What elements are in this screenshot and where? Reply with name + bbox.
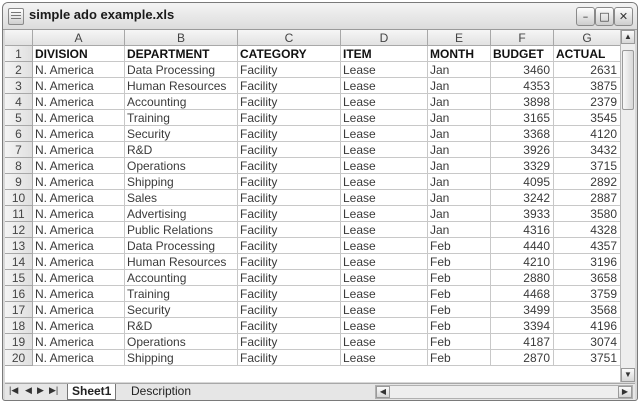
cell-actual[interactable]: 4328: [554, 222, 621, 238]
cell-division[interactable]: N. America: [33, 206, 125, 222]
cell-category[interactable]: Facility: [238, 302, 341, 318]
title-bar[interactable]: [3, 3, 637, 30]
cell-division[interactable]: N. America: [33, 94, 125, 110]
cell-department[interactable]: Data Processing: [125, 62, 238, 78]
cell-category[interactable]: Facility: [238, 270, 341, 286]
cell-budget[interactable]: 4353: [491, 78, 554, 94]
cell-actual[interactable]: 2631: [554, 62, 621, 78]
cell-actual[interactable]: 4120: [554, 126, 621, 142]
cell-actual[interactable]: 3432: [554, 142, 621, 158]
cell-category[interactable]: Facility: [238, 318, 341, 334]
cell-department[interactable]: Sales: [125, 190, 238, 206]
table-row: [5, 78, 621, 94]
row-header[interactable]: 7: [5, 142, 33, 158]
column-header-c[interactable]: C: [238, 30, 341, 46]
cell-month[interactable]: Jan: [428, 190, 491, 206]
cell-budget[interactable]: 3499: [491, 302, 554, 318]
cell-category[interactable]: Facility: [238, 78, 341, 94]
table-row: [5, 174, 621, 190]
cell-department[interactable]: Shipping: [125, 350, 238, 366]
table-row: [5, 302, 621, 318]
cell-actual[interactable]: 3875: [554, 78, 621, 94]
cell-category[interactable]: Facility: [238, 238, 341, 254]
cell-division[interactable]: N. America: [33, 350, 125, 366]
table-row: [5, 206, 621, 222]
cell-item[interactable]: Lease: [341, 254, 428, 270]
cell-actual[interactable]: 3196: [554, 254, 621, 270]
cell-actual[interactable]: 2892: [554, 174, 621, 190]
table-row: [5, 62, 621, 78]
cell-budget[interactable]: 3165: [491, 110, 554, 126]
table-row: [5, 142, 621, 158]
vertical-scroll-thumb[interactable]: [622, 50, 634, 110]
cell-item[interactable]: Lease: [341, 142, 428, 158]
cell-division[interactable]: N. America: [33, 126, 125, 142]
column-header-a[interactable]: A: [33, 30, 125, 46]
cell-month[interactable]: Jan: [428, 174, 491, 190]
cell-budget[interactable]: 4440: [491, 238, 554, 254]
cell-month[interactable]: Feb: [428, 302, 491, 318]
cell-actual[interactable]: 3074: [554, 334, 621, 350]
table-row: [5, 94, 621, 110]
tab-sheet1[interactable]: Sheet1: [67, 384, 116, 400]
cell-item[interactable]: Lease: [341, 318, 428, 334]
cell-department[interactable]: Security: [125, 126, 238, 142]
table-row: [5, 158, 621, 174]
row-header[interactable]: 8: [5, 158, 33, 174]
row-header[interactable]: 17: [5, 302, 33, 318]
cell-department[interactable]: R&D: [125, 318, 238, 334]
table-row: [5, 254, 621, 270]
cell-item[interactable]: Lease: [341, 238, 428, 254]
cell-item[interactable]: Lease: [341, 206, 428, 222]
cell-item[interactable]: Lease: [341, 222, 428, 238]
cell-actual[interactable]: 4196: [554, 318, 621, 334]
cell-department[interactable]: Security: [125, 302, 238, 318]
cell-month[interactable]: Feb: [428, 350, 491, 366]
cell-department-header[interactable]: DEPARTMENT: [125, 46, 238, 62]
column-header-d[interactable]: D: [341, 30, 428, 46]
row-header[interactable]: 1: [5, 46, 33, 62]
cell-item[interactable]: Lease: [341, 158, 428, 174]
row-header[interactable]: 11: [5, 206, 33, 222]
cell-month[interactable]: Feb: [428, 238, 491, 254]
table-row: [5, 238, 621, 254]
cell-actual[interactable]: 4357: [554, 238, 621, 254]
cell-budget[interactable]: 3368: [491, 126, 554, 142]
table-row: [5, 286, 621, 302]
cell-category[interactable]: Facility: [238, 110, 341, 126]
cell-actual[interactable]: 3759: [554, 286, 621, 302]
row-header[interactable]: 9: [5, 174, 33, 190]
select-all-corner[interactable]: [5, 30, 33, 46]
cell-item[interactable]: Lease: [341, 94, 428, 110]
cell-division[interactable]: N. America: [33, 302, 125, 318]
cell-month[interactable]: Jan: [428, 222, 491, 238]
cell-budget[interactable]: 2880: [491, 270, 554, 286]
prev-sheet-icon[interactable]: ◀: [25, 385, 32, 395]
cell-actual[interactable]: 2887: [554, 190, 621, 206]
cell-department[interactable]: Advertising: [125, 206, 238, 222]
cell-budget[interactable]: 4210: [491, 254, 554, 270]
row-header[interactable]: 3: [5, 78, 33, 94]
scroll-left-arrow-icon[interactable]: ◀: [376, 386, 390, 398]
cell-department[interactable]: Human Resources: [125, 78, 238, 94]
scroll-up-arrow-icon[interactable]: ▲: [621, 30, 635, 44]
row-header[interactable]: 20: [5, 350, 33, 366]
cell-actual-header[interactable]: ACTUAL: [554, 46, 621, 62]
table-row: [5, 110, 621, 126]
sheet-tab-bar: [5, 383, 635, 400]
cell-actual[interactable]: 2379: [554, 94, 621, 110]
row-header[interactable]: 10: [5, 190, 33, 206]
table-row: [5, 126, 621, 142]
cell-item[interactable]: Lease: [341, 350, 428, 366]
row-header[interactable]: 12: [5, 222, 33, 238]
cell-item[interactable]: Lease: [341, 110, 428, 126]
cell-actual[interactable]: 3715: [554, 158, 621, 174]
cell-item[interactable]: Lease: [341, 190, 428, 206]
cell-category[interactable]: Facility: [238, 254, 341, 270]
next-sheet-icon[interactable]: ▶: [37, 385, 44, 395]
cell-budget[interactable]: 4468: [491, 286, 554, 302]
cell-category[interactable]: Facility: [238, 222, 341, 238]
cell-category[interactable]: Facility: [238, 94, 341, 110]
cell-month[interactable]: Jan: [428, 158, 491, 174]
cell-item-header[interactable]: ITEM: [341, 46, 428, 62]
cell-division[interactable]: N. America: [33, 254, 125, 270]
cell-department[interactable]: Data Processing: [125, 238, 238, 254]
cell-division[interactable]: N. America: [33, 110, 125, 126]
cell-item[interactable]: Lease: [341, 62, 428, 78]
cell-item[interactable]: Lease: [341, 78, 428, 94]
row-header[interactable]: 19: [5, 334, 33, 350]
cell-division-header[interactable]: DIVISION: [33, 46, 125, 62]
table-row: [5, 318, 621, 334]
cell-category[interactable]: Facility: [238, 190, 341, 206]
cell-budget[interactable]: 3933: [491, 206, 554, 222]
row-header[interactable]: 15: [5, 270, 33, 286]
tab-description[interactable]: Description: [131, 384, 192, 398]
cell-department[interactable]: Accounting: [125, 94, 238, 110]
cell-department[interactable]: R&D: [125, 142, 238, 158]
scroll-right-arrow-icon[interactable]: ▶: [618, 386, 632, 398]
cell-category[interactable]: Facility: [238, 174, 341, 190]
cell-category[interactable]: Facility: [238, 206, 341, 222]
cell-category[interactable]: Facility: [238, 142, 341, 158]
row-header[interactable]: 4: [5, 94, 33, 110]
cell-item[interactable]: Lease: [341, 174, 428, 190]
cell-division[interactable]: N. America: [33, 286, 125, 302]
table-row: [5, 222, 621, 238]
row-header[interactable]: 5: [5, 110, 33, 126]
minimize-button[interactable]: –: [576, 7, 595, 26]
cell-budget[interactable]: 3898: [491, 94, 554, 110]
cell-actual[interactable]: 3545: [554, 110, 621, 126]
table-row: [5, 190, 621, 206]
cell-division[interactable]: N. America: [33, 318, 125, 334]
cell-category[interactable]: Facility: [238, 286, 341, 302]
cell-department[interactable]: Operations: [125, 158, 238, 174]
row-header[interactable]: 2: [5, 62, 33, 78]
cell-budget[interactable]: 3926: [491, 142, 554, 158]
cell-budget[interactable]: 4187: [491, 334, 554, 350]
cell-department[interactable]: Training: [125, 110, 238, 126]
cell-department[interactable]: Shipping: [125, 174, 238, 190]
cell-item[interactable]: Lease: [341, 286, 428, 302]
cell-month[interactable]: Feb: [428, 254, 491, 270]
vertical-scrollbar[interactable]: [620, 30, 635, 382]
cell-item[interactable]: Lease: [341, 302, 428, 318]
cell-division[interactable]: N. America: [33, 334, 125, 350]
cell-item[interactable]: Lease: [341, 334, 428, 350]
column-header-f[interactable]: F: [491, 30, 554, 46]
cell-budget[interactable]: 2870: [491, 350, 554, 366]
spreadsheet-icon[interactable]: [8, 8, 24, 25]
scroll-down-arrow-icon[interactable]: ▼: [621, 368, 635, 382]
cell-month[interactable]: Feb: [428, 286, 491, 302]
cell-month[interactable]: Jan: [428, 78, 491, 94]
table-row: [5, 46, 621, 62]
cell-item[interactable]: Lease: [341, 126, 428, 142]
cell-division[interactable]: N. America: [33, 158, 125, 174]
cell-actual[interactable]: 3568: [554, 302, 621, 318]
cell-month[interactable]: Feb: [428, 270, 491, 286]
cell-actual[interactable]: 3580: [554, 206, 621, 222]
cell-division[interactable]: N. America: [33, 174, 125, 190]
cell-month-header[interactable]: MONTH: [428, 46, 491, 62]
cell-category[interactable]: Facility: [238, 126, 341, 142]
cell-month[interactable]: Feb: [428, 334, 491, 350]
cell-month[interactable]: Jan: [428, 142, 491, 158]
cell-department[interactable]: Human Resources: [125, 254, 238, 270]
row-header[interactable]: 6: [5, 126, 33, 142]
cell-budget[interactable]: 4316: [491, 222, 554, 238]
column-header-g[interactable]: G: [554, 30, 621, 46]
cell-division[interactable]: N. America: [33, 190, 125, 206]
cell-department[interactable]: Training: [125, 286, 238, 302]
cell-category[interactable]: Facility: [238, 350, 341, 366]
cell-actual[interactable]: 3658: [554, 270, 621, 286]
row-header[interactable]: 18: [5, 318, 33, 334]
column-header-row: [5, 30, 621, 46]
cell-month[interactable]: Jan: [428, 62, 491, 78]
cell-month[interactable]: Jan: [428, 110, 491, 126]
spreadsheet-window: [2, 2, 638, 401]
cell-division[interactable]: N. America: [33, 270, 125, 286]
horizontal-scrollbar[interactable]: [375, 385, 633, 399]
first-sheet-icon[interactable]: |◀: [9, 385, 19, 395]
column-header-b[interactable]: B: [125, 30, 238, 46]
row-header[interactable]: 16: [5, 286, 33, 302]
cell-item[interactable]: Lease: [341, 270, 428, 286]
cell-category[interactable]: Facility: [238, 334, 341, 350]
cell-actual[interactable]: 3751: [554, 350, 621, 366]
cell-department[interactable]: Operations: [125, 334, 238, 350]
cell-division[interactable]: N. America: [33, 222, 125, 238]
cell-department[interactable]: Public Relations: [125, 222, 238, 238]
table-row: [5, 270, 621, 286]
cell-category[interactable]: Facility: [238, 62, 341, 78]
window-title: simple ado example.xls: [29, 7, 175, 22]
cell-budget-header[interactable]: BUDGET: [491, 46, 554, 62]
cell-budget[interactable]: 3329: [491, 158, 554, 174]
cell-month[interactable]: Feb: [428, 318, 491, 334]
table-row: [5, 350, 621, 366]
cell-division[interactable]: N. America: [33, 62, 125, 78]
cell-category-header[interactable]: CATEGORY: [238, 46, 341, 62]
cell-budget[interactable]: 3460: [491, 62, 554, 78]
cell-category[interactable]: Facility: [238, 158, 341, 174]
cell-division[interactable]: N. America: [33, 142, 125, 158]
spreadsheet-grid[interactable]: [5, 30, 635, 382]
cell-month[interactable]: Jan: [428, 94, 491, 110]
cell-division[interactable]: N. America: [33, 78, 125, 94]
close-button[interactable]: ✕: [614, 7, 633, 26]
cell-month[interactable]: Jan: [428, 126, 491, 142]
cell-budget[interactable]: 3242: [491, 190, 554, 206]
cell-budget[interactable]: 3394: [491, 318, 554, 334]
cell-month[interactable]: Jan: [428, 206, 491, 222]
column-header-e[interactable]: E: [428, 30, 491, 46]
cell-department[interactable]: Accounting: [125, 270, 238, 286]
cell-budget[interactable]: 4095: [491, 174, 554, 190]
cell-division[interactable]: N. America: [33, 238, 125, 254]
row-header[interactable]: 13: [5, 238, 33, 254]
row-header[interactable]: 14: [5, 254, 33, 270]
maximize-button[interactable]: □: [595, 7, 614, 26]
table-row: [5, 334, 621, 350]
last-sheet-icon[interactable]: ▶|: [49, 385, 59, 395]
